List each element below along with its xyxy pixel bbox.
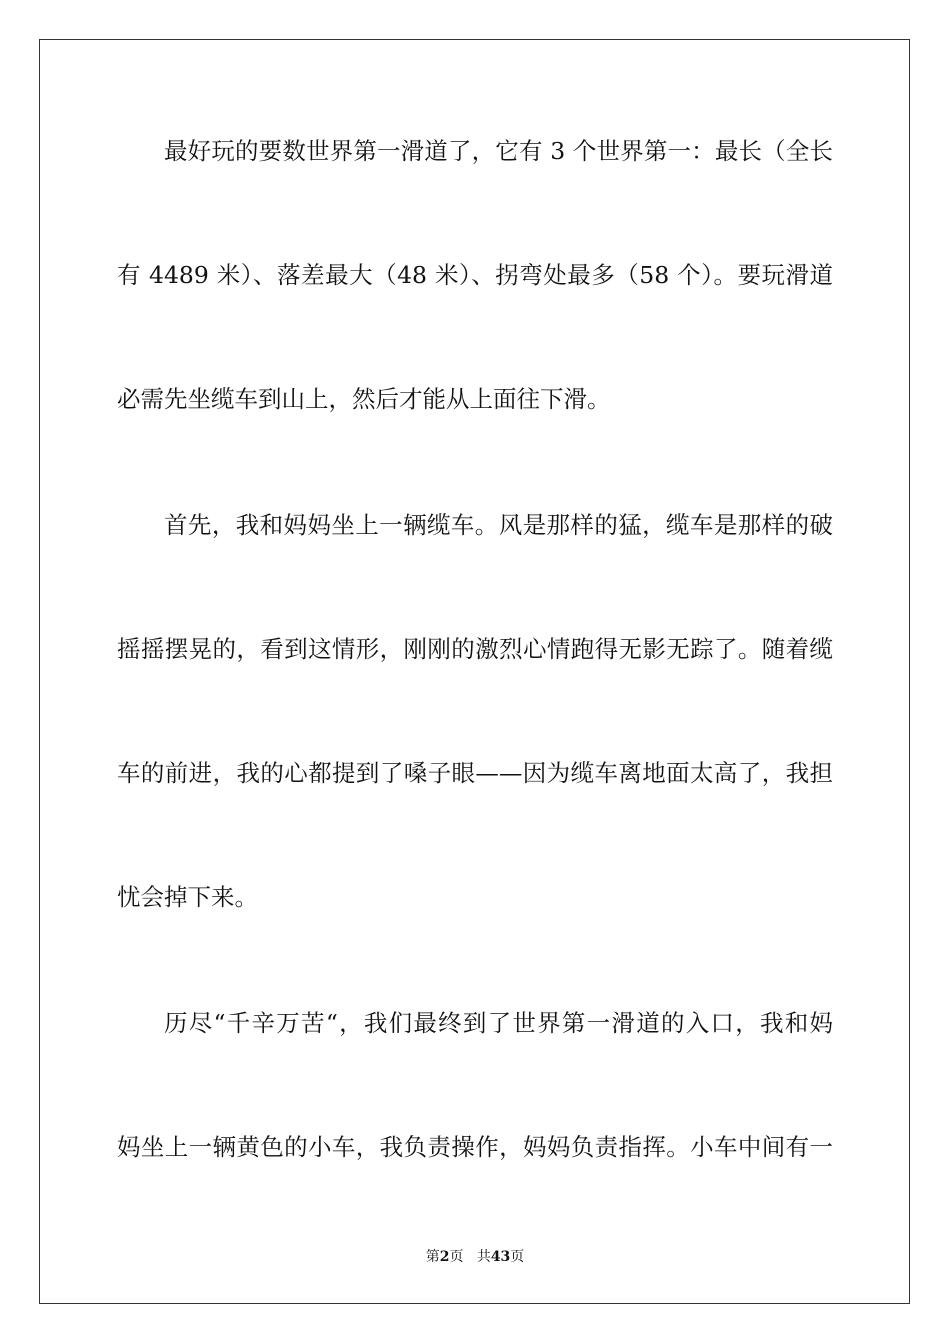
paragraph-2-line-4: 忧会掉下来。	[117, 883, 258, 911]
total-pages: 43	[490, 1249, 511, 1265]
page-prefix: 第	[425, 1249, 440, 1265]
page-number: 2	[439, 1249, 450, 1265]
paragraph-2-line-1: 首先，我和妈妈坐上一辆缆车。风是那样的猛，缆车是那样的破	[164, 511, 833, 539]
paragraph-3-line-1: 历尽“千辛万苦“，我们最终到了世界第一滑道的入口，我和妈	[164, 1009, 833, 1037]
page-footer	[0, 1246, 950, 1266]
total-prefix: 共	[476, 1249, 491, 1265]
paragraph-1-line-1: 最好玩的要数世界第一滑道了，它有 3 个世界第一：最长（全长	[164, 137, 833, 165]
page-suffix: 页	[449, 1249, 464, 1265]
total-suffix: 页	[510, 1249, 525, 1265]
page-border	[39, 39, 910, 1304]
paragraph-2-line-2: 摇摇摆晃的，看到这情形，刚刚的激烈心情跑得无影无踪了。随着缆	[117, 635, 833, 663]
paragraph-1-line-2: 有 4489 米）、落差最大（48 米）、拐弯处最多（58 个）。要玩滑道	[117, 261, 833, 289]
paragraph-3-line-2: 妈坐上一辆黄色的小车，我负责操作，妈妈负责指挥。小车中间有一	[117, 1133, 833, 1161]
paragraph-2-line-3: 车的前进，我的心都提到了嗓子眼——因为缆车离地面太高了，我担	[117, 759, 833, 787]
paragraph-1-line-3: 必需先坐缆车到山上，然后才能从上面往下滑。	[117, 385, 611, 413]
